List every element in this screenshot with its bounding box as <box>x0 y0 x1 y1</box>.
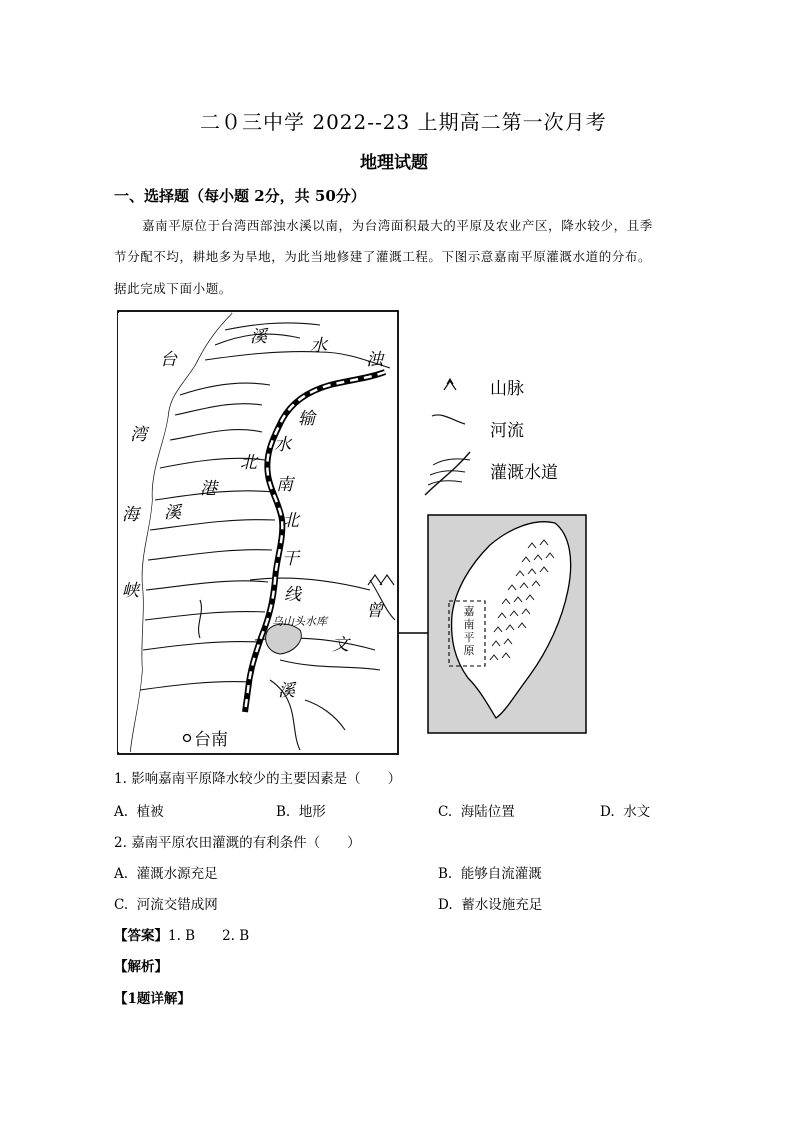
label-gan: 干 <box>282 549 299 569</box>
label-wan: 湾 <box>130 425 147 445</box>
label-wen: 文 <box>332 635 349 655</box>
question-2-number: 2. <box>114 835 127 851</box>
label-shui2: 水 <box>274 435 291 455</box>
label-hai: 海 <box>122 505 139 525</box>
inset-jianan-label: 嘉南平原 <box>463 605 475 657</box>
label-gang: 港 <box>200 479 217 499</box>
question-2 <box>114 831 361 851</box>
label-tainan: 台南 <box>194 730 228 750</box>
legend-mountain-label: 山脉 <box>490 379 524 399</box>
label-tai: 台 <box>160 350 177 370</box>
q2-option-c: C. 河流交错成网 <box>114 897 218 913</box>
page-subtitle: 地理试题 <box>360 153 428 173</box>
label-reservoir: 乌山头水库 <box>272 615 327 628</box>
label-zhuo: 浊 <box>366 350 383 370</box>
passage-line-3: 据此完成下面小题。 <box>114 281 232 296</box>
answer-value: 1. B 2. B <box>168 928 250 944</box>
legend-canal-label: 灌溉水道 <box>490 463 558 483</box>
label-nan: 南 <box>276 475 293 495</box>
section-heading: 一、选择题（每小题 2分，共 50分） <box>114 187 366 205</box>
question-2-text: 嘉南平原农田灌溉的有利条件（ ） <box>131 835 361 851</box>
answer-line <box>114 924 249 944</box>
q1-option-a: A. 植被 <box>114 804 164 820</box>
legend-river-icon <box>432 415 465 424</box>
label-bei2: 北 <box>282 511 299 531</box>
q2-option-a: A. 灌溉水源充足 <box>114 866 218 882</box>
q2-option-b: B. 能够自流灌溉 <box>438 866 542 882</box>
legend-river-label: 河流 <box>490 421 524 441</box>
q1-option-c: C. 海陆位置 <box>438 804 515 820</box>
label-xi3: 溪 <box>278 681 295 701</box>
label-xia: 峡 <box>122 581 139 601</box>
q2-option-d: D. 蓄水设施充足 <box>438 897 543 913</box>
analysis-label: 【解析】 <box>114 959 168 975</box>
answer-label: 【答案】 <box>114 928 168 944</box>
label-bei1: 北 <box>240 453 257 473</box>
question-1 <box>114 767 401 787</box>
label-xian: 线 <box>284 585 301 605</box>
question-1-number: 1. <box>114 771 127 787</box>
passage-line-1: 嘉南平原位于台湾西部浊水溪以南，为台湾面积最大的平原及农业产区，降水较少，且季 <box>142 218 653 233</box>
question-1-text: 影响嘉南平原降水较少的主要因素是（ ） <box>131 771 402 787</box>
label-xi2: 溪 <box>164 503 181 523</box>
tainan-dot <box>184 735 191 742</box>
legend-mountain-icon <box>444 379 456 390</box>
passage-line-2: 节分配不均，耕地多为旱地，为此当地修建了灌溉工程。下图示意嘉南平原灌溉水道的分布。 <box>114 249 652 264</box>
label-shu: 输 <box>298 409 315 429</box>
detail-label: 【1题详解】 <box>114 991 191 1007</box>
q1-option-b: B. 地形 <box>276 804 326 820</box>
legend-canal-icon <box>425 452 470 495</box>
page-title: 二０三中学 2022--23 上期高二第一次月考 <box>200 110 607 134</box>
q1-option-d: D. 水文 <box>600 804 651 820</box>
label-xi1: 溪 <box>250 327 267 347</box>
label-zeng: 曾 <box>366 601 383 621</box>
label-shui1: 水 <box>310 336 327 356</box>
